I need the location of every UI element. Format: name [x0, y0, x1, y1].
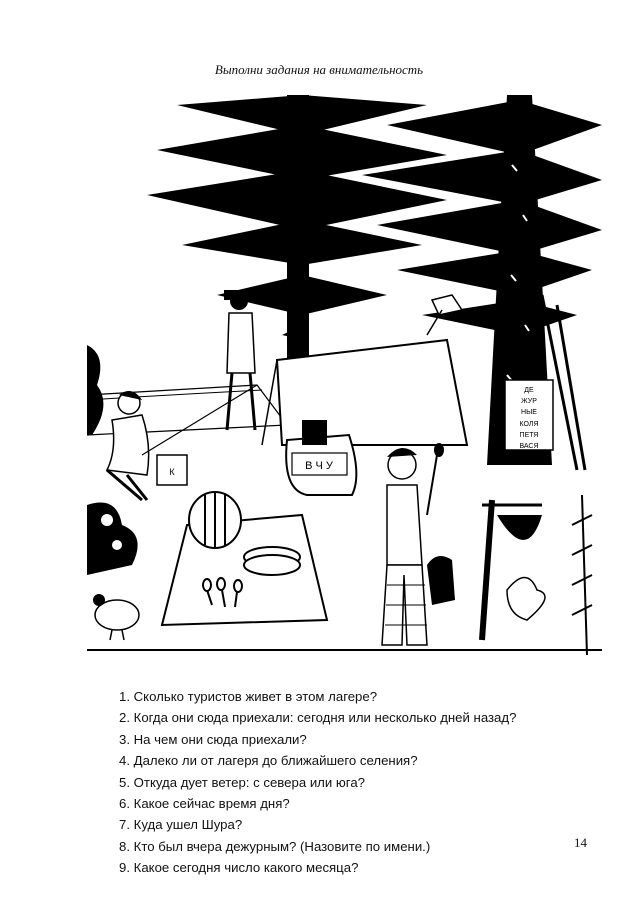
sign-line: ПЕТЯ: [519, 432, 539, 439]
sign-line: ЖУР: [521, 398, 537, 405]
question-item: 4. Далеко ли от лагеря до ближайшего селения?: [119, 753, 418, 769]
question-item: 6. Какое сейчас время дня?: [119, 796, 290, 812]
sign-line: ДЕ: [524, 387, 534, 394]
sign-line: КОЛЯ: [519, 421, 539, 428]
page-title: Выполни задания на внимательность: [214, 62, 424, 77]
camp-scene-illustration: [87, 95, 602, 660]
sign-line: ВАСЯ: [519, 443, 539, 450]
question-item: 2. Когда они сюда приехали: сегодня или несколько дней назад?: [119, 710, 517, 726]
question-item: 5. Откуда дует ветер: с севера или юга?: [119, 774, 365, 790]
question-item: 9. Какое сегодня число какого месяца?: [119, 860, 359, 876]
bag-letter: К: [169, 467, 175, 477]
sign-line: НЫЕ: [521, 409, 537, 416]
question-item: 1. Сколько туристов живет в этом лагере?: [119, 689, 378, 704]
question-item: 7. Куда ушел Шура?: [119, 817, 243, 833]
backpack-letters: В Ч У: [305, 460, 333, 472]
duty-sign: [505, 380, 553, 450]
page-number: 14: [574, 835, 587, 850]
question-item: 3. На чем они сюда приехали?: [119, 731, 307, 747]
question-item: 8. Кто был вчера дежурным? (Назовите по имени.): [119, 838, 431, 854]
question-list: [119, 686, 619, 879]
